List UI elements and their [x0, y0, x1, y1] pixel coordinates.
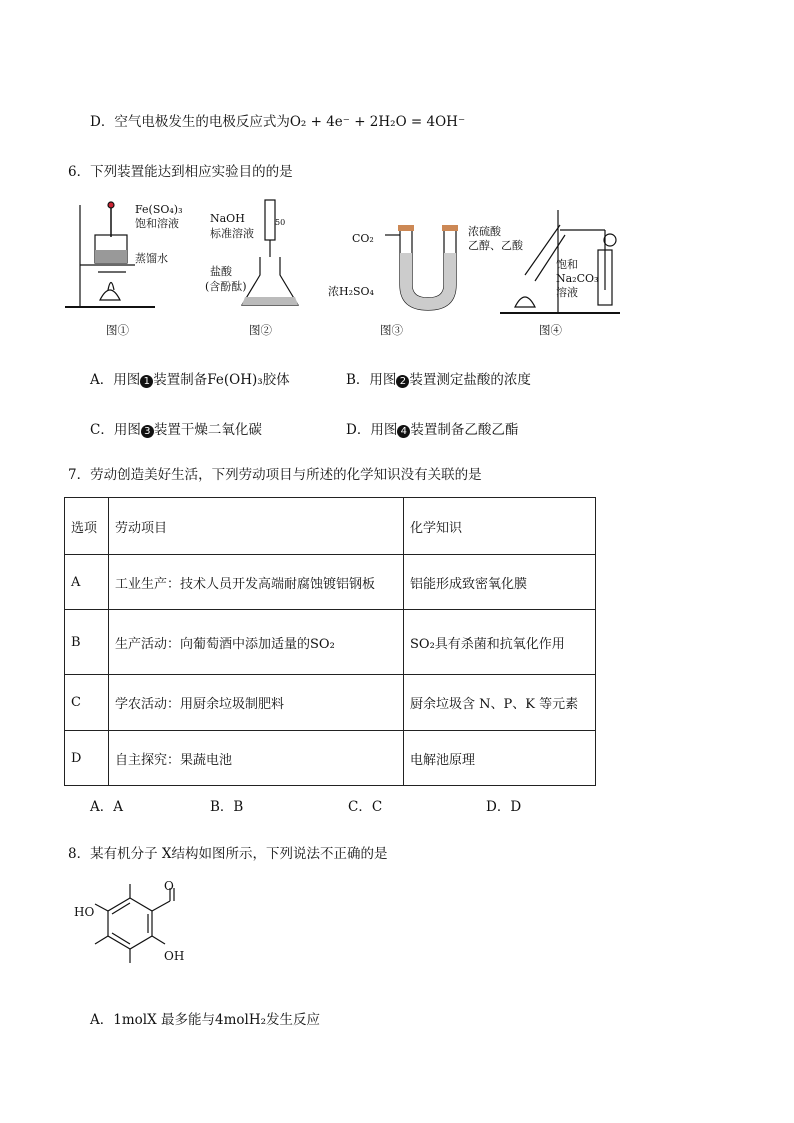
table-cell: D [65, 731, 109, 786]
mol-oh-label: OH [164, 949, 185, 963]
fig2-apparatus [242, 200, 298, 305]
table-cell: 生产活动：向葡萄酒中添加适量的SO₂ [109, 610, 404, 675]
table-header-cell: 化学知识 [404, 498, 596, 555]
table-row [65, 610, 596, 675]
table-header-cell: 选项 [65, 498, 109, 555]
table-cell: 电解池原理 [404, 731, 596, 786]
table-cell: 厨余垃圾含 N、P、K 等元素 [404, 675, 596, 731]
q6-option-c-prefix: C．用图 [90, 422, 141, 438]
fig1-text-3: 蒸馏水 [135, 252, 168, 265]
table-cell: SO₂具有杀菌和抗氧化作用 [404, 610, 596, 675]
table-cell: 工业生产：技术人员开发高端耐腐蚀镀铝钢板 [109, 555, 404, 610]
q6-option-a [90, 368, 290, 388]
table-cell: 铝能形成致密氧化膜 [404, 555, 596, 610]
table-cell: 学农活动：用厨余垃圾制肥料 [109, 675, 404, 731]
q6-option-b-prefix: B．用图 [346, 372, 397, 388]
fig2-text-1: NaOH [210, 212, 245, 225]
table-row [65, 731, 596, 786]
fig2-text-4: (含酚酞) [205, 280, 247, 293]
fig4-text-3: 饱和 [556, 258, 578, 271]
q6-option-d [346, 418, 518, 438]
q7-option-a: A．A [90, 799, 123, 815]
q7-option-c: C．C [348, 799, 383, 815]
table-header-cell: 劳动项目 [109, 498, 404, 555]
fig2-burette-mark: 50 [275, 218, 286, 227]
q6-option-c [90, 418, 262, 438]
q7-option-b: B．B [210, 799, 244, 815]
q6-option-d-text: 装置制备乙酸乙酯 [410, 422, 519, 438]
q7-option-d: D．D [486, 799, 522, 815]
fig4-text-5: 溶液 [556, 286, 578, 299]
q8-stem: 8．某有机分子 X结构如图所示，下列说法不正确的是 [68, 846, 388, 862]
fig1-text-1: Fe(SO₄)₃ [135, 203, 183, 216]
fig1-text-2: 饱和溶液 [135, 217, 179, 230]
q6-option-b [346, 368, 531, 388]
fig1-label: 图① [106, 323, 129, 337]
q7-table [64, 497, 596, 786]
q6-option-b-circled-number: 2 [396, 375, 409, 388]
fig3-apparatus [385, 225, 458, 310]
mol-ho-label: HO [74, 905, 95, 919]
q6-option-d-prefix: D．用图 [346, 422, 398, 438]
mol-o-label: O [164, 879, 174, 893]
fig2-label: 图② [249, 323, 272, 337]
table-cell: C [65, 675, 109, 731]
table-header-row [65, 498, 596, 555]
q6-option-d-circled-number: 4 [397, 425, 410, 438]
table-cell: 自主探究：果蔬电池 [109, 731, 404, 786]
q8-option-a: A．1molX 最多能与4molH₂发生反应 [90, 1012, 321, 1028]
q6-option-a-text: 装置制备Fe(OH)₃胶体 [153, 372, 290, 388]
fig3-label: 图③ [380, 323, 403, 337]
q6-option-a-prefix: A．用图 [90, 372, 141, 388]
fig4-text-1: 浓硫酸 [468, 225, 501, 238]
q7-stem: 7．劳动创造美好生活，下列劳动项目与所述的化学知识没有关联的是 [68, 467, 482, 483]
q6-option-b-text: 装置测定盐酸的浓度 [409, 372, 531, 388]
fig3-text-2: 浓H₂SO₄ [328, 285, 374, 298]
table-cell: A [65, 555, 109, 610]
fig2-text-2: 标准溶液 [210, 227, 254, 240]
q6-option-c-circled-number: 3 [141, 425, 154, 438]
table-row [65, 555, 596, 610]
fig4-label: 图④ [539, 323, 562, 337]
q6-stem: 6．下列装置能达到相应实验目的的是 [68, 164, 293, 180]
q6-option-c-text: 装置干燥二氧化碳 [153, 422, 262, 438]
q5-option-d: D．空气电极发生的电极反应式为O₂ + 4e⁻ + 2H₂O = 4OH⁻ [90, 114, 466, 130]
q6-option-a-circled-number: 1 [140, 375, 153, 388]
fig4-text-4: Na₂CO₃ [556, 272, 599, 285]
table-row [65, 675, 596, 731]
table-cell: B [65, 610, 109, 675]
fig2-text-3: 盐酸 [210, 265, 232, 278]
fig3-text-1: CO₂ [352, 232, 374, 245]
fig4-text-2: 乙醇、乙酸 [468, 239, 523, 252]
